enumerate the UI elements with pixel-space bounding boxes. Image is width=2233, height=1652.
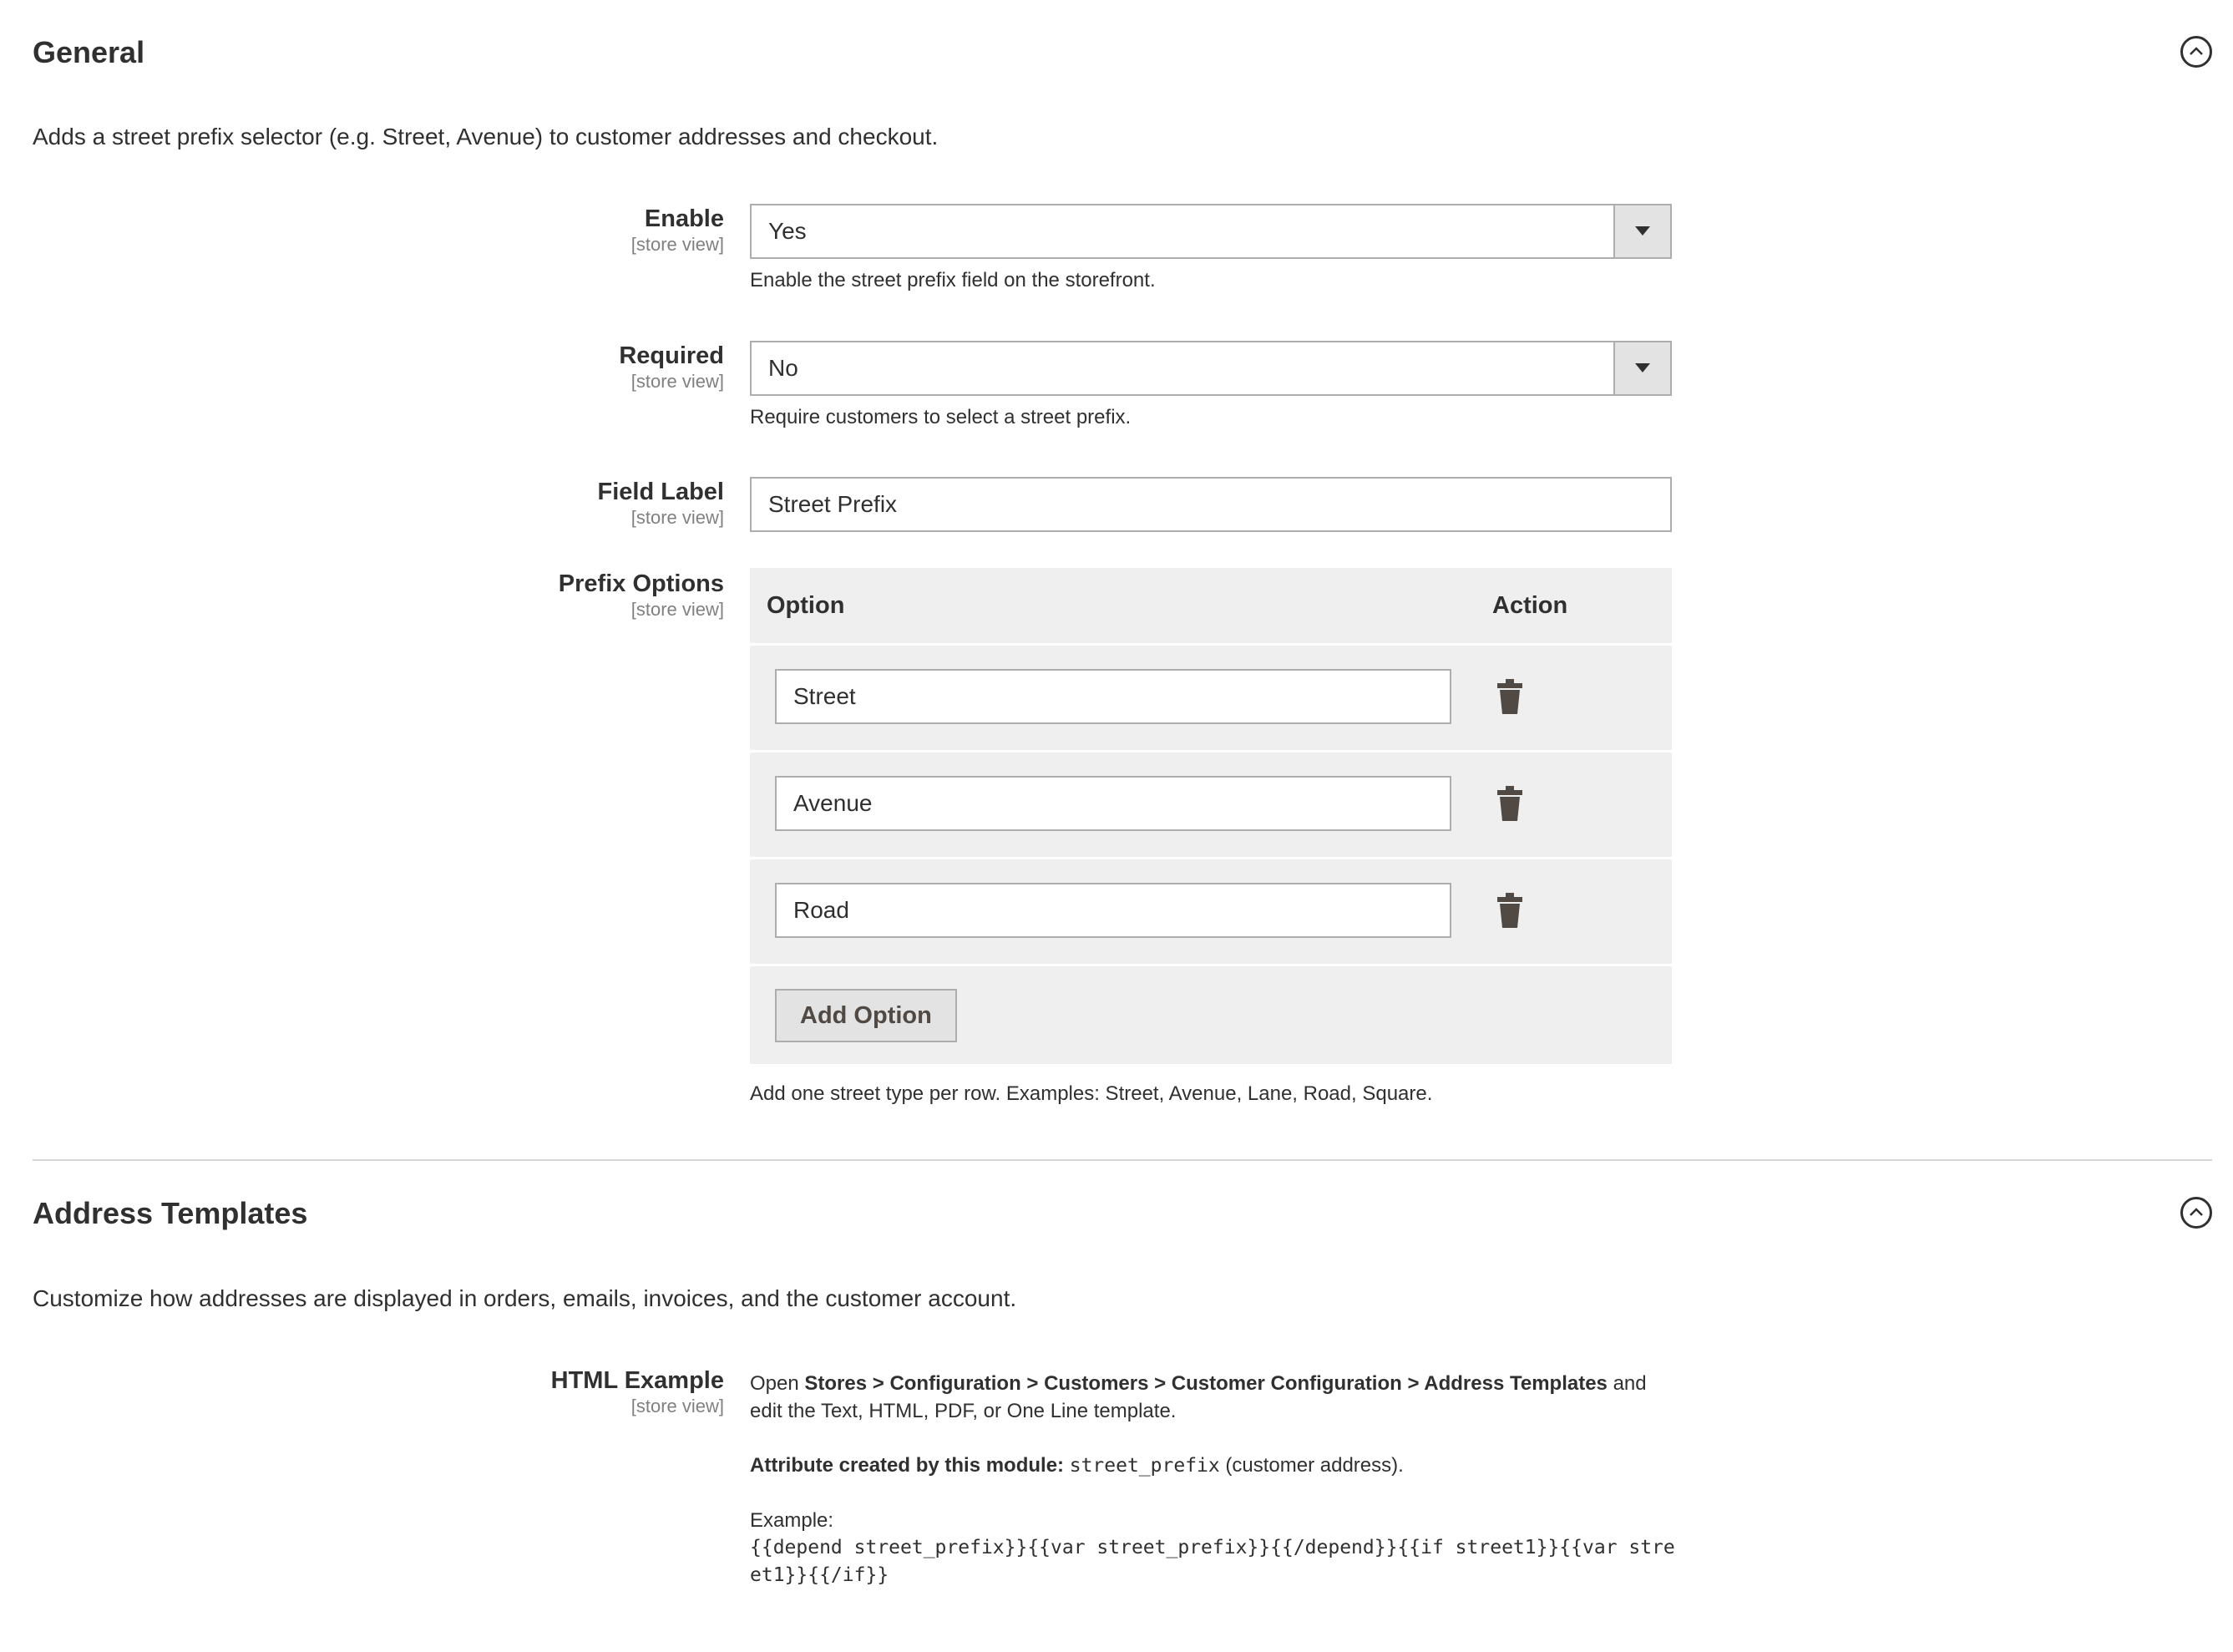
grid-header-action: Action (1492, 592, 1568, 619)
html-example-attribute (750, 1452, 1677, 1480)
required-select[interactable] (750, 341, 1672, 396)
enable-scope: [store view] (630, 234, 724, 255)
trash-icon[interactable] (1496, 786, 1524, 821)
collapse-address-templates-icon[interactable] (2180, 1197, 2212, 1229)
field-label-scope: [store view] (630, 507, 724, 528)
option-row (750, 750, 1672, 857)
trash-icon[interactable] (1496, 893, 1524, 928)
example-code: {{depend street_prefix}}{{var street_prefix}}{{/depend}}{{if street1}}{{var street1}}{{/if}} (750, 1537, 1675, 1586)
general-description: Adds a street prefix selector (e.g. Street, Avenue) to customer addresses and checkout. (33, 124, 939, 149)
config-path: Stores > Configuration > Customers > Customer Configuration > Address Templates (804, 1372, 1608, 1395)
grid-footer (750, 964, 1672, 1064)
and-text: and edit the Text, HTML, PDF, or One Line template. (750, 1372, 1647, 1422)
general-section-header[interactable] (33, 23, 2212, 82)
required-note: Require customers to select a street prefix. (750, 406, 1132, 428)
html-example-label: HTML Example (550, 1367, 724, 1394)
attribute-label: Attribute created by this module: (750, 1454, 1065, 1477)
collapse-general-icon[interactable] (2180, 36, 2212, 68)
option-input[interactable] (775, 669, 1451, 724)
prefix-options-grid (750, 568, 1672, 1064)
prefix-options-label: Prefix Options (558, 570, 724, 597)
attribute-suffix: (customer address). (1225, 1454, 1404, 1477)
enable-note: Enable the street prefix field on the storefront. (750, 269, 1156, 291)
option-row (750, 643, 1672, 750)
prefix-options-label-group (0, 569, 724, 621)
option-row (750, 857, 1672, 964)
add-option-button[interactable]: Add Option (775, 989, 957, 1042)
chevron-down-icon[interactable] (1613, 342, 1670, 394)
field-label-input[interactable] (750, 477, 1672, 532)
required-label-group (0, 341, 724, 393)
general-section-title: General (33, 35, 145, 69)
address-templates-description: Customize how addresses are displayed in orders, emails, invoices, and the customer account. (33, 1285, 1017, 1311)
prefix-options-note: Add one street type per row. Examples: Street, Avenue, Lane, Road, Square. (750, 1082, 1433, 1105)
enable-label-group (0, 204, 724, 256)
section-divider (33, 1159, 2212, 1161)
html-example-content (750, 1370, 1677, 1589)
field-label-label-group (0, 477, 724, 529)
enable-label: Enable (644, 205, 724, 232)
html-example-label-group (0, 1366, 724, 1417)
grid-header-option: Option (767, 592, 845, 619)
address-templates-section-title: Address Templates (33, 1196, 308, 1230)
enable-select[interactable] (750, 204, 1672, 259)
address-templates-section-header[interactable] (33, 1184, 2212, 1243)
example-label: Example: (750, 1509, 834, 1532)
field-label-label: Field Label (597, 479, 724, 505)
attribute-code: street_prefix (1069, 1455, 1220, 1477)
required-scope: [store view] (630, 371, 724, 392)
option-input[interactable] (775, 776, 1451, 831)
prefix-options-scope: [store view] (630, 599, 724, 620)
html-example-instructions (750, 1370, 1677, 1425)
required-select-value: No (768, 355, 798, 381)
trash-icon[interactable] (1496, 679, 1524, 714)
open-text: Open (750, 1372, 799, 1395)
enable-select-value: Yes (768, 218, 807, 244)
required-label: Required (619, 342, 724, 369)
html-example-scope: [store view] (630, 1396, 724, 1416)
grid-header (750, 568, 1672, 643)
chevron-down-icon[interactable] (1613, 205, 1670, 257)
option-input[interactable] (775, 883, 1451, 938)
